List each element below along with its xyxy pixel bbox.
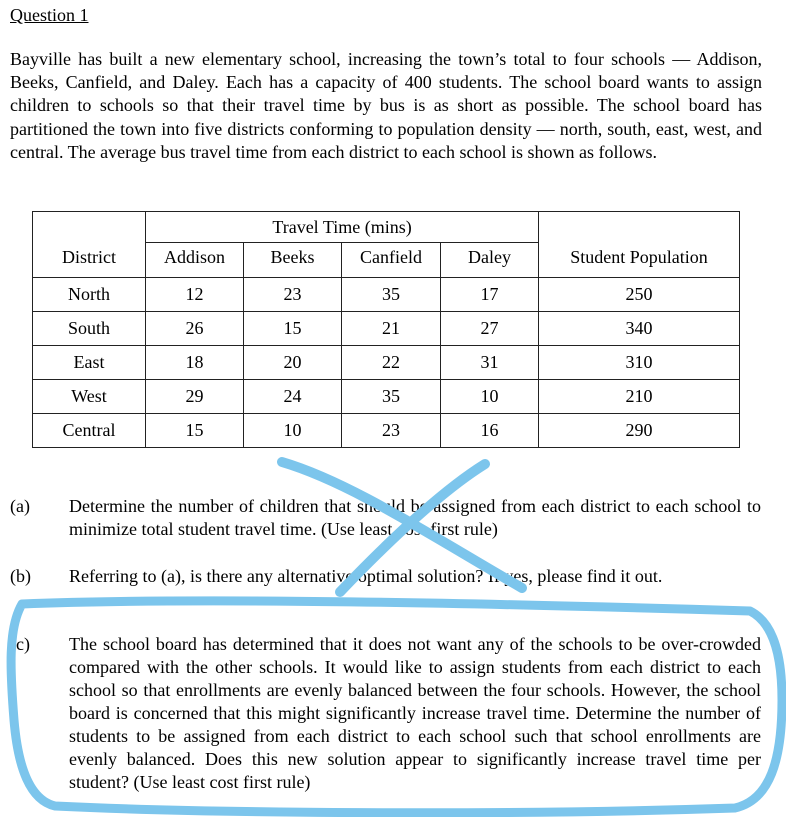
table-row	[33, 312, 740, 346]
question-heading: Question 1	[10, 5, 89, 25]
time-cell: 10	[441, 380, 539, 414]
table-header-row	[33, 212, 740, 243]
district-cell: North	[33, 278, 146, 312]
district-cell: East	[33, 346, 146, 380]
time-cell: 15	[146, 414, 244, 448]
time-cell: 27	[441, 312, 539, 346]
population-cell: 340	[539, 312, 740, 346]
question-a	[10, 495, 770, 545]
district-header: District	[33, 243, 146, 278]
question-text: Referring to (a), is there any alternative optimal solution? If yes, please find it out.	[69, 566, 663, 586]
time-cell: 17	[441, 278, 539, 312]
time-cell: 16	[441, 414, 539, 448]
school-header-beeks: Beeks	[244, 243, 342, 278]
school-header-canfield: Canfield	[342, 243, 441, 278]
table-row	[33, 380, 740, 414]
time-cell: 24	[244, 380, 342, 414]
intro-paragraph: Bayville has built a new elementary school, increasing the town’s total to four schools — Addison, Beeks, Canfield, and Daley. Each has a capacity of 400 students. The school board wants to assign children to schools so that their travel time by bus is as short as possible. The school board has partitioned the town into five districts conforming to population density — north, south, east, west, and central. The average bus travel time from each district to each school is shown as follows.	[10, 49, 762, 162]
table-subheader-row	[33, 243, 740, 278]
time-cell: 35	[342, 380, 441, 414]
district-header-top	[33, 212, 146, 243]
travel-time-table	[32, 211, 740, 448]
question-b	[10, 565, 770, 591]
time-cell: 12	[146, 278, 244, 312]
question-c	[10, 633, 770, 798]
population-header: Student Population	[539, 243, 740, 278]
question-label: (a)	[10, 496, 30, 516]
population-cell: 250	[539, 278, 740, 312]
question-label: (c)	[10, 634, 30, 654]
district-cell: Central	[33, 414, 146, 448]
population-header-top	[539, 212, 740, 243]
travel-time-header: Travel Time (mins)	[146, 212, 539, 243]
population-cell: 210	[539, 380, 740, 414]
question-label: (b)	[10, 566, 31, 586]
time-cell: 35	[342, 278, 441, 312]
population-cell: 310	[539, 346, 740, 380]
time-cell: 18	[146, 346, 244, 380]
question-text: Determine the number of children that should be assigned from each district to each school to minimize total student travel time. (Use least cost first rule)	[69, 496, 761, 539]
time-cell: 15	[244, 312, 342, 346]
school-header-addison: Addison	[146, 243, 244, 278]
school-header-daley: Daley	[441, 243, 539, 278]
time-cell: 26	[146, 312, 244, 346]
question-text: The school board has determined that it does not want any of the schools to be over-crowded compared with the other schools. It would like to assign students from each district to each school so that enrollments are evenly balanced between the four schools. However, the school board is concerned that this might significantly increase travel time. Determine the number of students to be assigned from each district to each school such that school enrollments are evenly balanced. Does this new solution appear to significantly increase travel time per student? (Use least cost first rule)	[69, 634, 761, 792]
time-cell: 23	[342, 414, 441, 448]
population-cell: 290	[539, 414, 740, 448]
district-cell: South	[33, 312, 146, 346]
time-cell: 23	[244, 278, 342, 312]
time-cell: 21	[342, 312, 441, 346]
time-cell: 20	[244, 346, 342, 380]
table-row	[33, 414, 740, 448]
time-cell: 31	[441, 346, 539, 380]
table-row	[33, 278, 740, 312]
district-cell: West	[33, 380, 146, 414]
table-row	[33, 346, 740, 380]
time-cell: 29	[146, 380, 244, 414]
time-cell: 22	[342, 346, 441, 380]
time-cell: 10	[244, 414, 342, 448]
